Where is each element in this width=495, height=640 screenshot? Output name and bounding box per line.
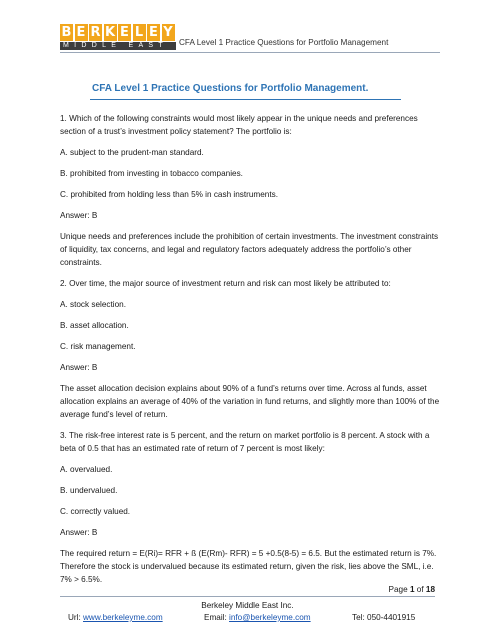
footer-phone: Tel: 050-4401915 (352, 613, 416, 622)
footer-url (68, 613, 163, 622)
url-label: Url: (68, 613, 84, 622)
logo-letter: B (61, 25, 72, 40)
logo-letter: R (90, 25, 101, 40)
page-current: 1 (409, 585, 415, 594)
question-2-option-c: C. risk management. (60, 342, 136, 351)
question-2-option-b: B. asset allocation. (60, 321, 129, 330)
question-2-answer: Answer: B (60, 363, 98, 372)
question-3-option-b: B. undervalued. (60, 486, 118, 495)
page-number (389, 585, 435, 594)
question-3-option-c: C. correctly valued. (60, 507, 131, 516)
title-underline (90, 99, 401, 100)
question-1-text: 1. Which of the following constraints would most likely appear in the unique needs and preferences section of a trust’s investment policy statement? The portfolio is: (60, 114, 418, 136)
logo-letter: E (118, 24, 131, 41)
footer-company: Berkeley Middle East Inc. (201, 601, 294, 610)
footer-contacts (60, 613, 435, 625)
logo-letters (60, 24, 176, 41)
question-1-explanation: Unique needs and preferences include the prohibition of certain investments. The investment constraints of liquidity, tax concerns, and legal and regulatory factors adequately address the portfolio’s other constraints. (60, 232, 439, 267)
berkeley-logo (60, 24, 176, 50)
page-header (60, 24, 440, 56)
question-1-option-c: C. prohibited from holding less than 5% in cash instruments. (60, 190, 278, 199)
email-label: Email: (204, 613, 230, 622)
question-2-text: 2. Over time, the major source of investment return and risk can most likely be attributed to: (60, 279, 391, 288)
email-link[interactable]: info@berkeleyme.com (229, 613, 311, 622)
url-link[interactable]: www.berkeleyme.com (83, 613, 163, 622)
question-3-explanation: The required return = E(Ri)= RFR + ß (E(Rm)- RFR) = 5 +0.5(8-5) = 6.5. But the estimated return is 7%. Therefore the stock is undervalued because its estimated return, given the risk, lies above the SML, i.e. 7% > 6.5%. (60, 549, 437, 584)
question-2-explanation: The asset allocation decision explains about 90% of a fund’s returns over time. Across al funds, asset allocation explains an average of 40% of the variation in fund returns, and slightly more than 100% of the average fund’s level of return. (60, 384, 440, 419)
footer-email (204, 613, 311, 622)
logo-letter: Y (163, 25, 173, 40)
logo-letter: L (133, 24, 146, 41)
page-label: Page (388, 585, 410, 594)
page-total: 18 (425, 585, 435, 594)
logo-letter: K (104, 25, 116, 40)
page-of: of (414, 585, 426, 594)
header-title: CFA Level 1 Practice Questions for Portfolio Management (179, 38, 389, 47)
document-title: CFA Level 1 Practice Questions for Portfolio Management. (92, 83, 369, 94)
logo-subtitle: MIDDLE EAST (60, 42, 176, 50)
footer-divider (60, 596, 435, 597)
question-1-answer: Answer: B (60, 211, 98, 220)
question-2-option-a: A. stock selection. (60, 300, 126, 309)
question-3-option-a: A. overvalued. (60, 465, 113, 474)
logo-letter: E (147, 24, 160, 41)
question-1-option-a: A. subject to the prudent-man standard. (60, 148, 204, 157)
document-body (60, 112, 440, 594)
question-3-answer: Answer: B (60, 528, 98, 537)
logo-letter: E (75, 24, 88, 41)
header-divider (60, 52, 440, 53)
question-3-text: 3. The risk-free interest rate is 5 percent, and the return on market portfolio is 8 percent. A stock with a beta of 0.5 that has an estimated rate of return of 7 percent is most likely: (60, 431, 430, 453)
question-1-option-b: B. prohibited from investing in tobacco companies. (60, 169, 243, 178)
